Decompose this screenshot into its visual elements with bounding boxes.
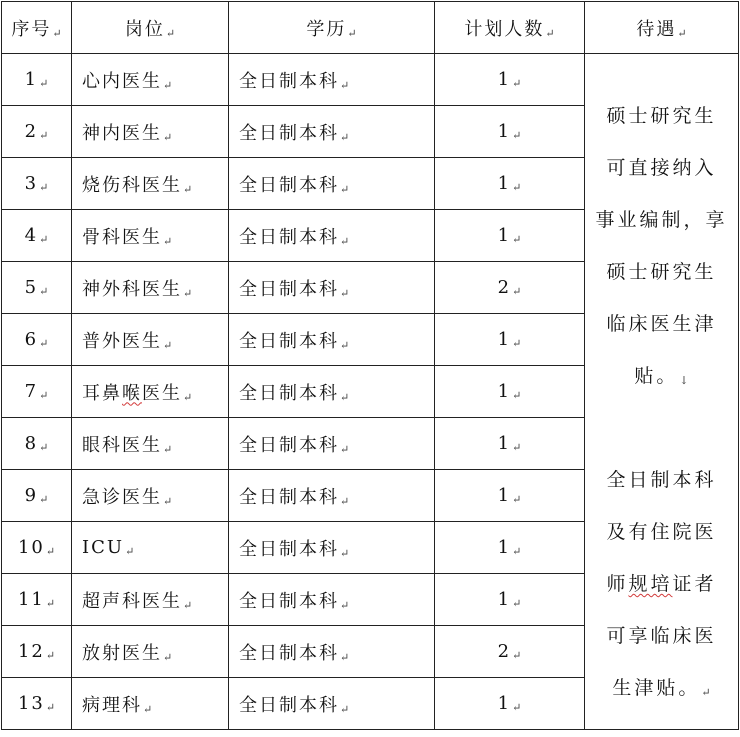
cell-education: 全日制本科↵ bbox=[229, 418, 435, 470]
header-count: 计划人数↵ bbox=[435, 2, 585, 54]
cell-count: 1↵ bbox=[435, 158, 585, 210]
cell-count: 1↵ bbox=[435, 678, 585, 730]
cell-count: 1↵ bbox=[435, 366, 585, 418]
paragraph-mark: ↵ bbox=[512, 597, 522, 610]
paragraph-mark: ↵ bbox=[340, 598, 350, 612]
paragraph-mark: ↵ bbox=[512, 233, 522, 246]
paragraph-mark: ↵ bbox=[340, 182, 350, 196]
paragraph-mark: ↵ bbox=[512, 493, 522, 506]
benefit-line: 硕士研究生 bbox=[606, 261, 717, 283]
cell-position: 放射医生↵ bbox=[72, 626, 229, 678]
paragraph-mark: ↵ bbox=[340, 286, 350, 300]
cell-count: 1↵ bbox=[435, 574, 585, 626]
paragraph-mark: ↵ bbox=[512, 701, 522, 714]
paragraph-mark: ↵ bbox=[512, 129, 522, 142]
cell-count: 1↵ bbox=[435, 210, 585, 262]
paragraph-mark: ↵ bbox=[512, 337, 522, 350]
cell-education: 全日制本科↵ bbox=[229, 54, 435, 106]
cell-seq: 13↵ bbox=[2, 678, 72, 730]
cell-education: 全日制本科↵ bbox=[229, 626, 435, 678]
cell-count: 1↵ bbox=[435, 54, 585, 106]
paragraph-mark: ↵ bbox=[677, 26, 687, 40]
cell-education: 全日制本科↵ bbox=[229, 678, 435, 730]
paragraph-mark: ↵ bbox=[512, 389, 522, 402]
paragraph-mark: ↵ bbox=[163, 234, 173, 248]
cell-seq: 8↵ bbox=[2, 418, 72, 470]
cell-position: 心内医生↵ bbox=[72, 54, 229, 106]
cell-education: 全日制本科↵ bbox=[229, 522, 435, 574]
cell-position: 烧伤科医生↵ bbox=[72, 158, 229, 210]
paragraph-mark: ↵ bbox=[163, 494, 173, 508]
cell-position: 急诊医生↵ bbox=[72, 470, 229, 522]
paragraph-mark: ↵ bbox=[340, 546, 350, 560]
paragraph-mark: ↵ bbox=[183, 598, 193, 612]
cell-count: 2↵ bbox=[435, 262, 585, 314]
cell-seq: 7↵ bbox=[2, 366, 72, 418]
benefit-line: 事业编制，享 bbox=[595, 209, 728, 231]
paragraph-mark: ↵ bbox=[340, 338, 350, 352]
paragraph-mark: ↵ bbox=[39, 77, 49, 90]
cell-position: 普外医生↵ bbox=[72, 314, 229, 366]
cell-education: 全日制本科↵ bbox=[229, 366, 435, 418]
paragraph-mark: ↵ bbox=[143, 702, 153, 716]
cell-seq: 3↵ bbox=[2, 158, 72, 210]
cell-education: 全日制本科↵ bbox=[229, 262, 435, 314]
paragraph-mark: ↵ bbox=[39, 233, 49, 246]
header-position: 岗位↵ bbox=[72, 2, 229, 54]
benefit-line: 可享临床医 bbox=[606, 625, 717, 647]
benefit-line: 全日制本科 bbox=[606, 469, 717, 491]
paragraph-mark: ↵ bbox=[340, 390, 350, 404]
paragraph-mark: ↵ bbox=[163, 78, 173, 92]
paragraph-mark: ↵ bbox=[39, 181, 49, 194]
benefit-line: 硕士研究生 bbox=[606, 105, 717, 127]
cell-count: 1↵ bbox=[435, 418, 585, 470]
paragraph-mark: ↵ bbox=[545, 26, 555, 40]
cell-count: 1↵ bbox=[435, 106, 585, 158]
table-row bbox=[2, 54, 739, 106]
cell-count: 1↵ bbox=[435, 522, 585, 574]
paragraph-mark: ↵ bbox=[701, 686, 711, 699]
paragraph-mark: ↵ bbox=[39, 337, 49, 350]
paragraph-mark: ↵ bbox=[45, 545, 56, 558]
cell-seq: 1↵ bbox=[2, 54, 72, 106]
paragraph-mark: ↵ bbox=[512, 285, 522, 298]
cell-seq: 4↵ bbox=[2, 210, 72, 262]
benefit-line: 临床医生津 bbox=[606, 313, 717, 335]
paragraph-mark: ↵ bbox=[512, 181, 522, 194]
paragraph-mark: ↵ bbox=[39, 493, 49, 506]
cell-position: ICU↵ bbox=[72, 522, 229, 574]
benefit-line: 可直接纳入 bbox=[606, 157, 717, 179]
cell-position: 超声科医生↵ bbox=[72, 574, 229, 626]
benefit-line: 及有住院医 bbox=[606, 521, 717, 543]
header-benefit: 待遇↵ bbox=[585, 2, 739, 54]
cell-education: 全日制本科↵ bbox=[229, 574, 435, 626]
paragraph-mark: ↵ bbox=[340, 650, 350, 664]
cell-position: 神内医生↵ bbox=[72, 106, 229, 158]
cell-position: 病理科↵ bbox=[72, 678, 229, 730]
paragraph-mark: ↵ bbox=[39, 389, 49, 402]
cell-seq: 10↵ bbox=[2, 522, 72, 574]
cell-count: 1↵ bbox=[435, 470, 585, 522]
paragraph-mark: ↵ bbox=[512, 77, 522, 90]
cell-position: 神外科医生↵ bbox=[72, 262, 229, 314]
paragraph-mark: ↵ bbox=[183, 390, 193, 404]
paragraph-mark: ↵ bbox=[45, 597, 56, 610]
paragraph-mark: ↵ bbox=[125, 545, 135, 558]
paragraph-mark: ↵ bbox=[340, 494, 350, 508]
header-education: 学历↵ bbox=[229, 2, 435, 54]
cell-position: 耳鼻喉医生↵ bbox=[72, 366, 229, 418]
paragraph-mark: ↵ bbox=[347, 26, 357, 40]
cell-seq: 12↵ bbox=[2, 626, 72, 678]
header-seq: 序号↵ bbox=[2, 2, 72, 54]
cell-education: 全日制本科↵ bbox=[229, 314, 435, 366]
cell-count: 1↵ bbox=[435, 314, 585, 366]
cell-seq: 11↵ bbox=[2, 574, 72, 626]
cell-education: 全日制本科↵ bbox=[229, 158, 435, 210]
paragraph-mark: ↵ bbox=[45, 649, 56, 662]
paragraph-mark: ↵ bbox=[512, 441, 522, 454]
cell-education: 全日制本科↵ bbox=[229, 106, 435, 158]
cell-seq: 9↵ bbox=[2, 470, 72, 522]
cell-education: 全日制本科↵ bbox=[229, 210, 435, 262]
paragraph-mark: ↵ bbox=[512, 649, 522, 662]
paragraph-mark: ↵ bbox=[163, 442, 173, 456]
paragraph-mark: ↵ bbox=[340, 234, 350, 248]
benefit-line: 师规培证者 bbox=[606, 573, 717, 595]
paragraph-mark: ↵ bbox=[39, 129, 49, 142]
line-break-mark: ↓ bbox=[679, 374, 689, 387]
cell-position: 骨科医生↵ bbox=[72, 210, 229, 262]
paragraph-mark: ↵ bbox=[512, 545, 522, 558]
benefit-cell bbox=[585, 54, 739, 730]
paragraph-mark: ↵ bbox=[340, 702, 350, 716]
paragraph-mark: ↵ bbox=[163, 650, 173, 664]
benefit-line: 贴。↓ bbox=[634, 365, 689, 387]
header-row bbox=[2, 2, 739, 54]
paragraph-mark: ↵ bbox=[163, 130, 173, 144]
paragraph-mark: ↵ bbox=[340, 130, 350, 144]
paragraph-mark: ↵ bbox=[340, 442, 350, 456]
paragraph-mark: ↵ bbox=[183, 182, 193, 196]
paragraph-mark: ↵ bbox=[183, 286, 193, 300]
cell-seq: 5↵ bbox=[2, 262, 72, 314]
cell-education: 全日制本科↵ bbox=[229, 470, 435, 522]
paragraph-mark: ↵ bbox=[52, 26, 62, 40]
paragraph-mark: ↵ bbox=[39, 285, 49, 298]
paragraph-mark: ↵ bbox=[165, 26, 176, 40]
recruitment-table bbox=[1, 1, 739, 730]
cell-position: 眼科医生↵ bbox=[72, 418, 229, 470]
paragraph-mark: ↵ bbox=[163, 338, 173, 352]
benefit-line: 生津贴。↵ bbox=[612, 677, 711, 699]
paragraph-mark: ↵ bbox=[39, 441, 49, 454]
paragraph-mark: ↵ bbox=[340, 78, 350, 92]
cell-seq: 2↵ bbox=[2, 106, 72, 158]
cell-seq: 6↵ bbox=[2, 314, 72, 366]
paragraph-mark: ↵ bbox=[45, 701, 56, 714]
cell-count: 2↵ bbox=[435, 626, 585, 678]
